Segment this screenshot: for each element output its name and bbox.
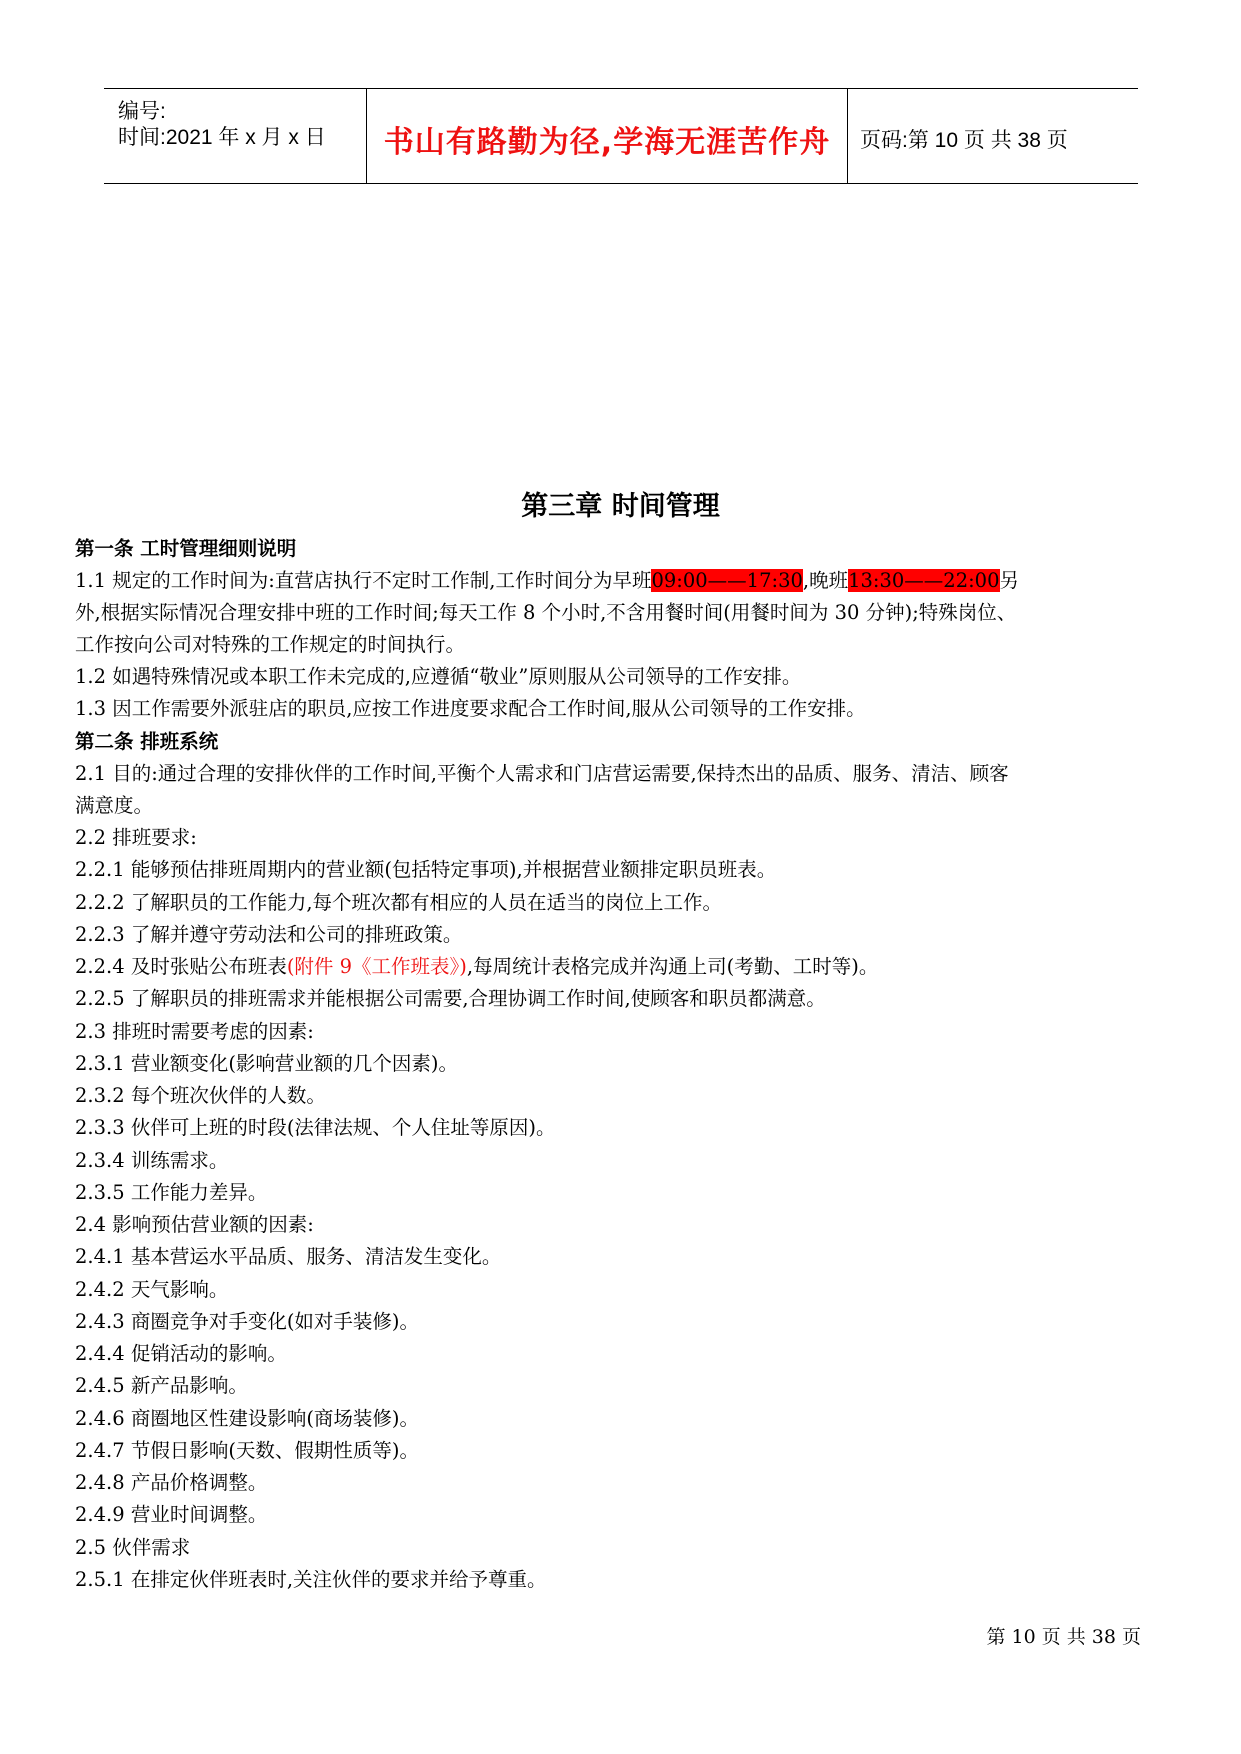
attachment-reference: (附件 9《工作班表》) (286, 955, 467, 978)
number-label: 编号: (118, 100, 166, 123)
section2-line: 2.4.3 商圈竞争对手变化(如对手装修)。 (75, 1310, 420, 1333)
section2-line: 2.2.2 了解职员的工作能力,每个班次都有相应的人员在适当的岗位上工作。 (75, 891, 723, 914)
section2-line: 2.3.4 训练需求。 (75, 1149, 229, 1172)
section2-line: 2.4.8 产品价格调整。 (75, 1471, 268, 1494)
paragraph-1-3: 1.3 因工作需要外派驻店的职员,应按工作进度要求配合工作时间,服从公司领导的工作安排。 (75, 697, 866, 720)
section2-line: 2.4.1 基本营运水平品质、服务、清洁发生变化。 (75, 1245, 502, 1268)
paragraph-text: 2.2.4 及时张贴公布班表 (75, 955, 287, 978)
section2-line-2-2-4 (75, 951, 878, 979)
paragraph-1-2: 1.2 如遇特殊情况或本职工作未完成的,应遵循“敬业”原则服从公司领导的工作安排。 (75, 665, 802, 688)
page-footer: 第 10 页 共 38 页 (986, 1626, 1141, 1648)
header-page-label: 页码:第 10 页 共 38 页 (860, 129, 1068, 152)
paragraph-text: ,每周统计表格完成并沟通上司(考勤、工时等)。 (466, 955, 879, 978)
section2-line: 2.5.1 在排定伙伴班表时,关注伙伴的要求并给予尊重。 (75, 1568, 547, 1591)
section2-line: 2.4.6 商圈地区性建设影响(商场装修)。 (75, 1407, 420, 1430)
paragraph-text: 另 (999, 569, 1020, 592)
paragraph-text: 1.1 规定的工作时间为:直营店执行不定时工作制,工作时间分为早班 (75, 569, 652, 592)
section-heading-1: 第一条 工时管理细则说明 (75, 537, 297, 560)
header-page-cell (848, 89, 1138, 183)
section2-line: 2.4.5 新产品影响。 (75, 1374, 248, 1397)
header-motto-cell (367, 89, 848, 183)
paragraph-text: ,晚班 (802, 569, 849, 592)
section2-line: 满意度。 (75, 794, 154, 817)
section2-line: 2.3.2 每个班次伙伴的人数。 (75, 1084, 326, 1107)
section2-line: 2.4 影响预估营业额的因素: (75, 1213, 314, 1236)
paragraph-1-1 (75, 565, 1019, 593)
header-meta-cell (104, 89, 367, 183)
section-heading-2: 第二条 排班系统 (75, 730, 219, 753)
section2-line: 2.4.9 营业时间调整。 (75, 1503, 268, 1526)
time-label: 时间:2021 年 x 月 x 日 (118, 126, 326, 149)
section2-line: 2.2.5 了解职员的排班需求并能根据公司需要,合理协调工作时间,使顾客和职员都满意。 (75, 987, 826, 1010)
section2-line: 2.3.1 营业额变化(影响营业额的几个因素)。 (75, 1052, 459, 1075)
chapter-title: 第三章 时间管理 (521, 491, 720, 522)
section2-line: 2.4.2 天气影响。 (75, 1278, 229, 1301)
section2-line: 2.3 排班时需要考虑的因素: (75, 1020, 314, 1043)
late-shift-highlight: 13:30——22:00 (848, 569, 1000, 592)
paragraph-1-1-line3: 工作按向公司对特殊的工作规定的时间执行。 (75, 633, 466, 656)
section2-line: 2.5 伙伴需求 (75, 1536, 191, 1559)
section2-line: 2.3.5 工作能力差异。 (75, 1181, 268, 1204)
section2-line: 2.4.4 促销活动的影响。 (75, 1342, 287, 1365)
section2-line: 2.1 目的:通过合理的安排伙伴的工作时间,平衡个人需求和门店营运需要,保持杰出的品质、服务、清洁、顾客 (75, 762, 1009, 785)
header-table (104, 88, 1138, 184)
paragraph-1-1-line2: 外,根据实际情况合理安排中班的工作时间;每天工作 8 个小时,不含用餐时间(用餐时间为 30 分钟);特殊岗位、 (75, 601, 1017, 624)
section2-line: 2.2.3 了解并遵守劳动法和公司的排班政策。 (75, 923, 463, 946)
section2-line: 2.3.3 伙伴可上班的时段(法律法规、个人住址等原因)。 (75, 1116, 556, 1139)
motto: 书山有路勤为径,学海无涯苦作舟 (383, 125, 831, 160)
section2-line: 2.2 排班要求: (75, 826, 197, 849)
section2-line: 2.4.7 节假日影响(天数、假期性质等)。 (75, 1439, 420, 1462)
section2-line: 2.2.1 能够预估排班周期内的营业额(包括特定事项),并根据营业额排定职员班表。 (75, 858, 777, 881)
early-shift-highlight: 09:00——17:30 (651, 569, 803, 592)
